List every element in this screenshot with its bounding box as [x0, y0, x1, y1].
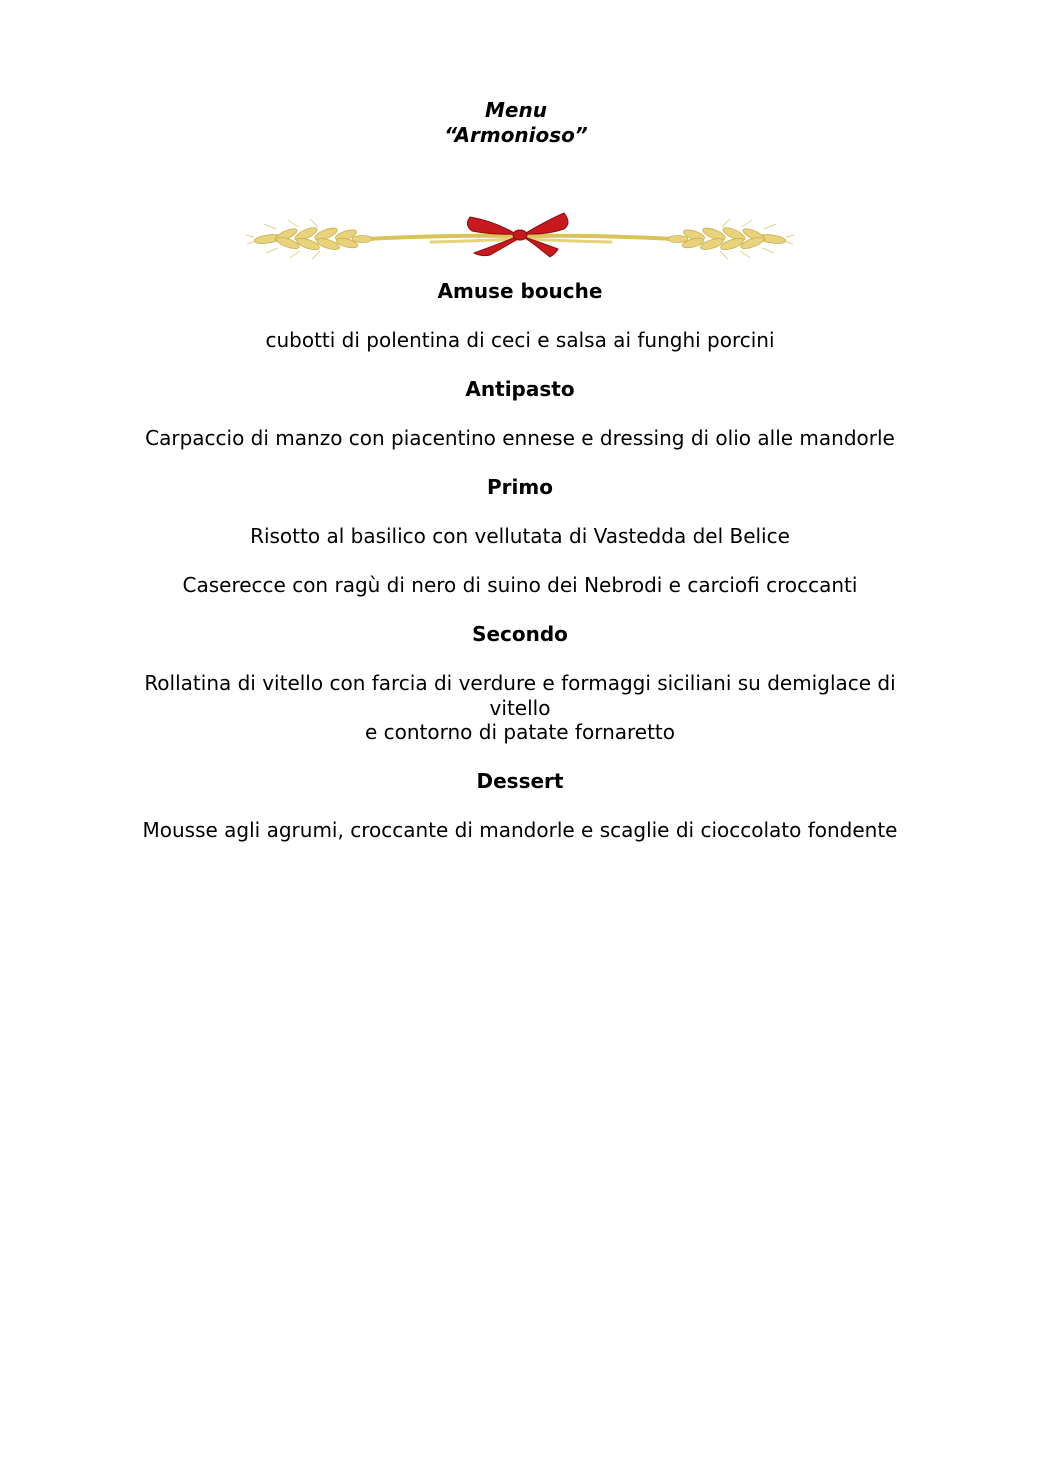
spacer — [0, 598, 1040, 623]
title-line-menu: Menu — [485, 98, 547, 122]
spacer — [0, 794, 1040, 819]
dish-line: Mousse agli agrumi, croccante di mandorle e scaglie di cioccolato fondente — [142, 818, 898, 842]
menu-title — [0, 98, 1032, 148]
spacer — [0, 500, 1040, 525]
spacer — [0, 304, 1040, 329]
wheat-bow-ornament-icon — [246, 205, 794, 263]
course-heading: Antipasto — [465, 377, 575, 401]
dish-item — [0, 671, 1040, 745]
course-heading: Dessert — [476, 769, 564, 793]
spacer — [0, 647, 1040, 672]
spacer — [0, 549, 1040, 574]
title-line-name: “Armonioso” — [444, 123, 588, 147]
dish-item — [0, 328, 1040, 353]
dish-item — [0, 524, 1040, 549]
dish-line: Rollatina di vitello con farcia di verdure e formaggi siciliani su demiglace di — [144, 671, 896, 695]
dish-line: Risotto al basilico con vellutata di Vastedda del Belice — [250, 524, 790, 548]
menu-courses — [0, 279, 1040, 843]
dish-line: Carpaccio di manzo con piacentino ennese e dressing di olio alle mandorle — [145, 426, 895, 450]
spacer — [0, 745, 1040, 770]
spacer — [0, 353, 1040, 378]
course-heading: Secondo — [472, 622, 568, 646]
dish-line: vitello — [489, 695, 551, 720]
dish-item — [0, 426, 1040, 451]
dish-line: cubotti di polentina di ceci e salsa ai funghi porcini — [265, 328, 775, 352]
dish-line: Caserecce con ragù di nero di suino dei Nebrodi e carciofi croccanti — [182, 573, 858, 597]
spacer — [0, 451, 1040, 476]
course-heading: Primo — [487, 475, 553, 499]
dish-item — [0, 573, 1040, 598]
spacer — [0, 402, 1040, 427]
dish-line: e contorno di patate fornaretto — [364, 720, 676, 744]
course-heading: Amuse bouche — [437, 279, 603, 303]
dish-item — [0, 818, 1040, 843]
